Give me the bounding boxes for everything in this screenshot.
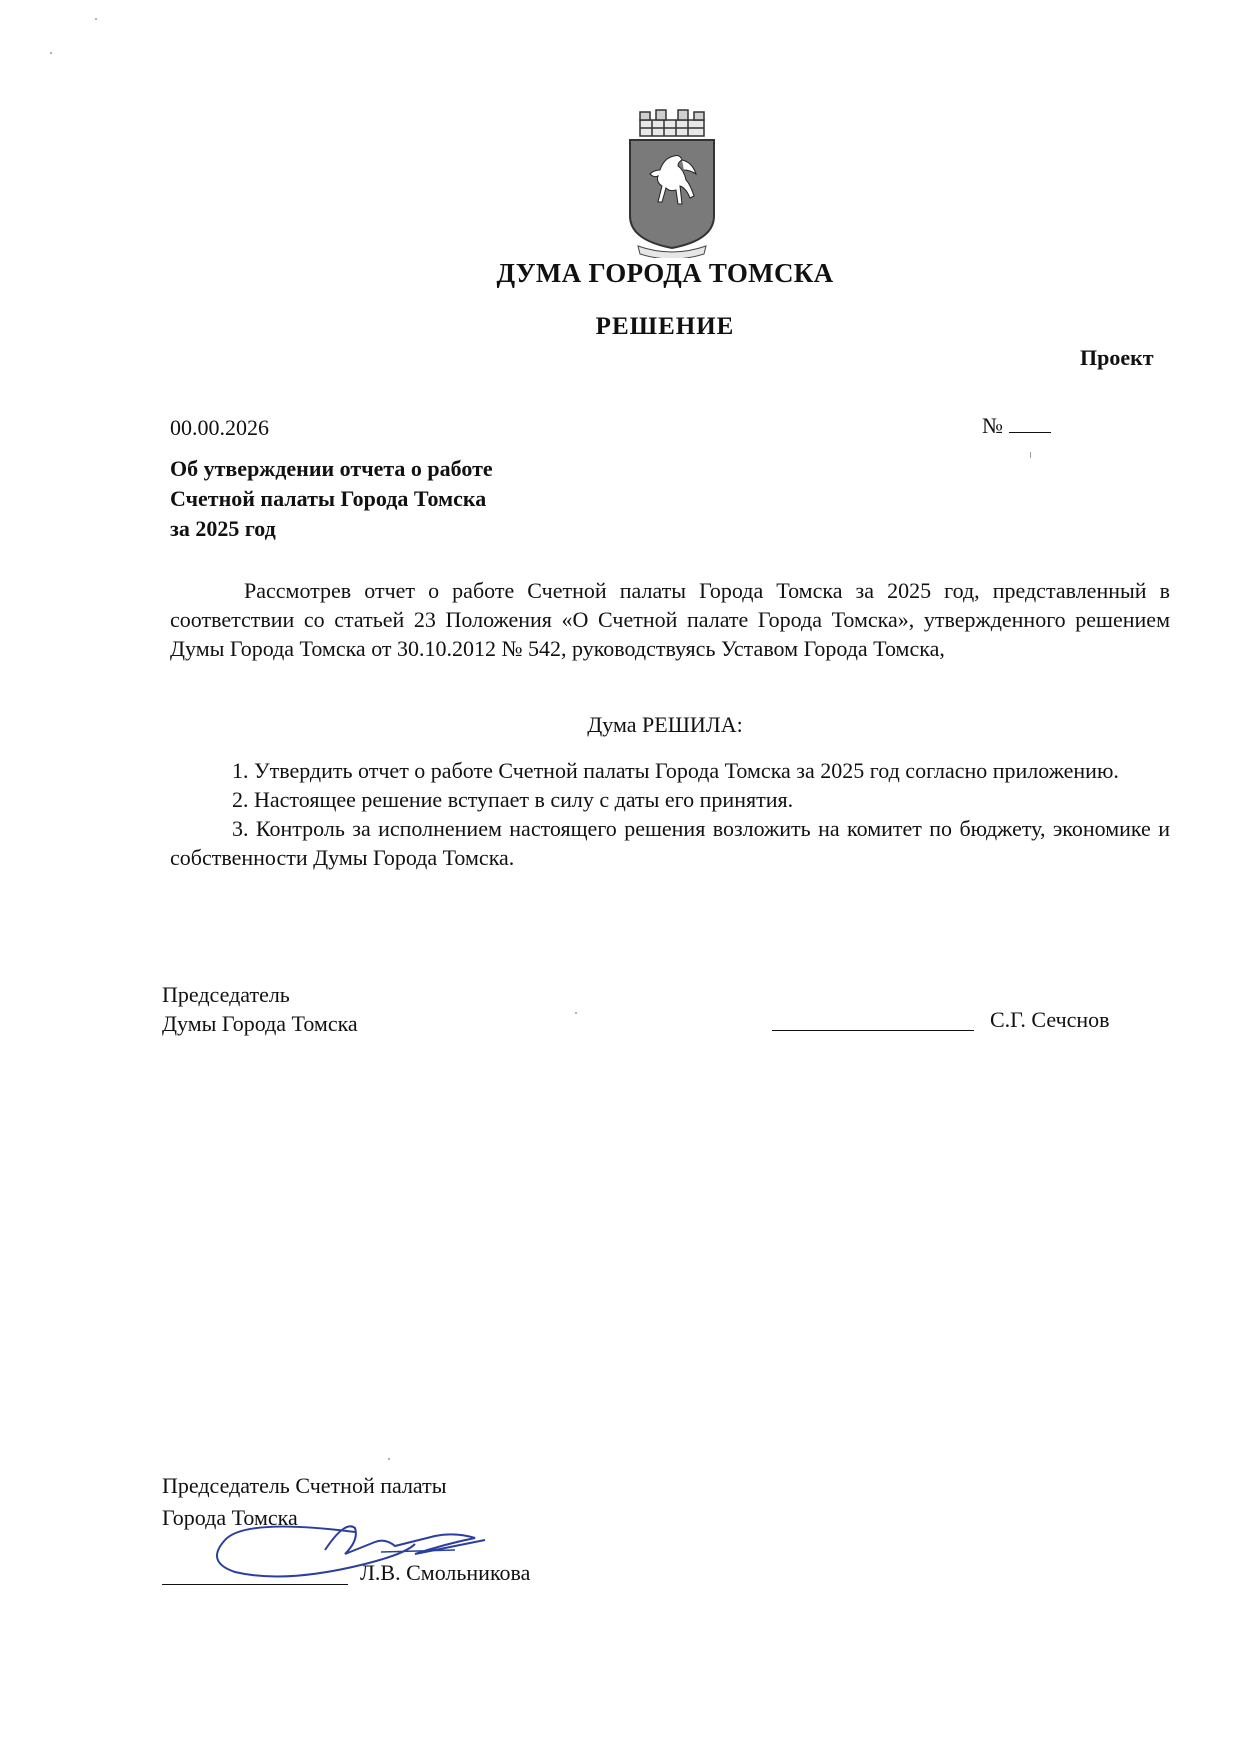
draft-status-label: Проект [1080, 345, 1154, 370]
subject-line: Об утверждении отчета о работе [170, 456, 493, 481]
number-blank-line [1009, 414, 1051, 433]
decision-items [170, 756, 1170, 872]
signatory-2-role-line: Города Томска [162, 1505, 298, 1530]
subject-line: Счетной палаты Города Томска [170, 486, 487, 511]
document-type-heading: РЕШЕНИЕ [595, 313, 735, 340]
handwritten-signature-icon [205, 1510, 505, 1590]
decision-item: 3. Контроль за исполнением настоящего решения возложить на комитет по бюджету, экономике и собственности Думы Города Томска. [170, 816, 1170, 870]
scan-speck [1030, 452, 1031, 458]
signatory-2-name: Л.В. Смольникова [360, 1560, 531, 1585]
signatory-1-role-line: Думы Города Томска [162, 1011, 358, 1036]
signatory-2-role-line: Председатель Счетной палаты [162, 1473, 447, 1498]
scan-speck [50, 52, 52, 54]
decision-item: 1. Утвердить отчет о работе Счетной палаты Города Томска за 2025 год согласно приложению. [232, 758, 1119, 783]
signatory-1-name: С.Г. Сечснов [990, 1007, 1110, 1032]
organization-title: ДУМА ГОРОДА ТОМСКА [496, 258, 834, 288]
coat-of-arms-icon [620, 108, 724, 258]
scan-speck [575, 1012, 577, 1014]
scan-speck [95, 18, 97, 20]
document-date: 00.00.2026 [170, 415, 269, 440]
signatory-1-signature-line [772, 1030, 974, 1031]
number-label: № [982, 413, 1003, 438]
decision-item: 2. Настоящее решение вступает в силу с даты его принятия. [232, 787, 794, 812]
preamble-section [170, 576, 1170, 663]
scan-speck [388, 1458, 390, 1460]
document-subject [170, 454, 493, 544]
signatory-1-role [162, 980, 358, 1038]
signatory-1-role-line: Председатель [162, 982, 290, 1007]
subject-line: за 2025 год [170, 516, 276, 541]
document-number [982, 413, 1051, 439]
decision-heading: Дума РЕШИЛА: [587, 712, 743, 737]
preamble-paragraph: Рассмотрев отчет о работе Счетной палаты Города Томска за 2025 год, представленный в соответствии со статьей 23 Положения «О Счетной палате Города Томска», утвержденного решением Думы Города Томска от 30.10.2012 № 542, руководствуясь Уставом Города Томска, [170, 578, 1170, 661]
